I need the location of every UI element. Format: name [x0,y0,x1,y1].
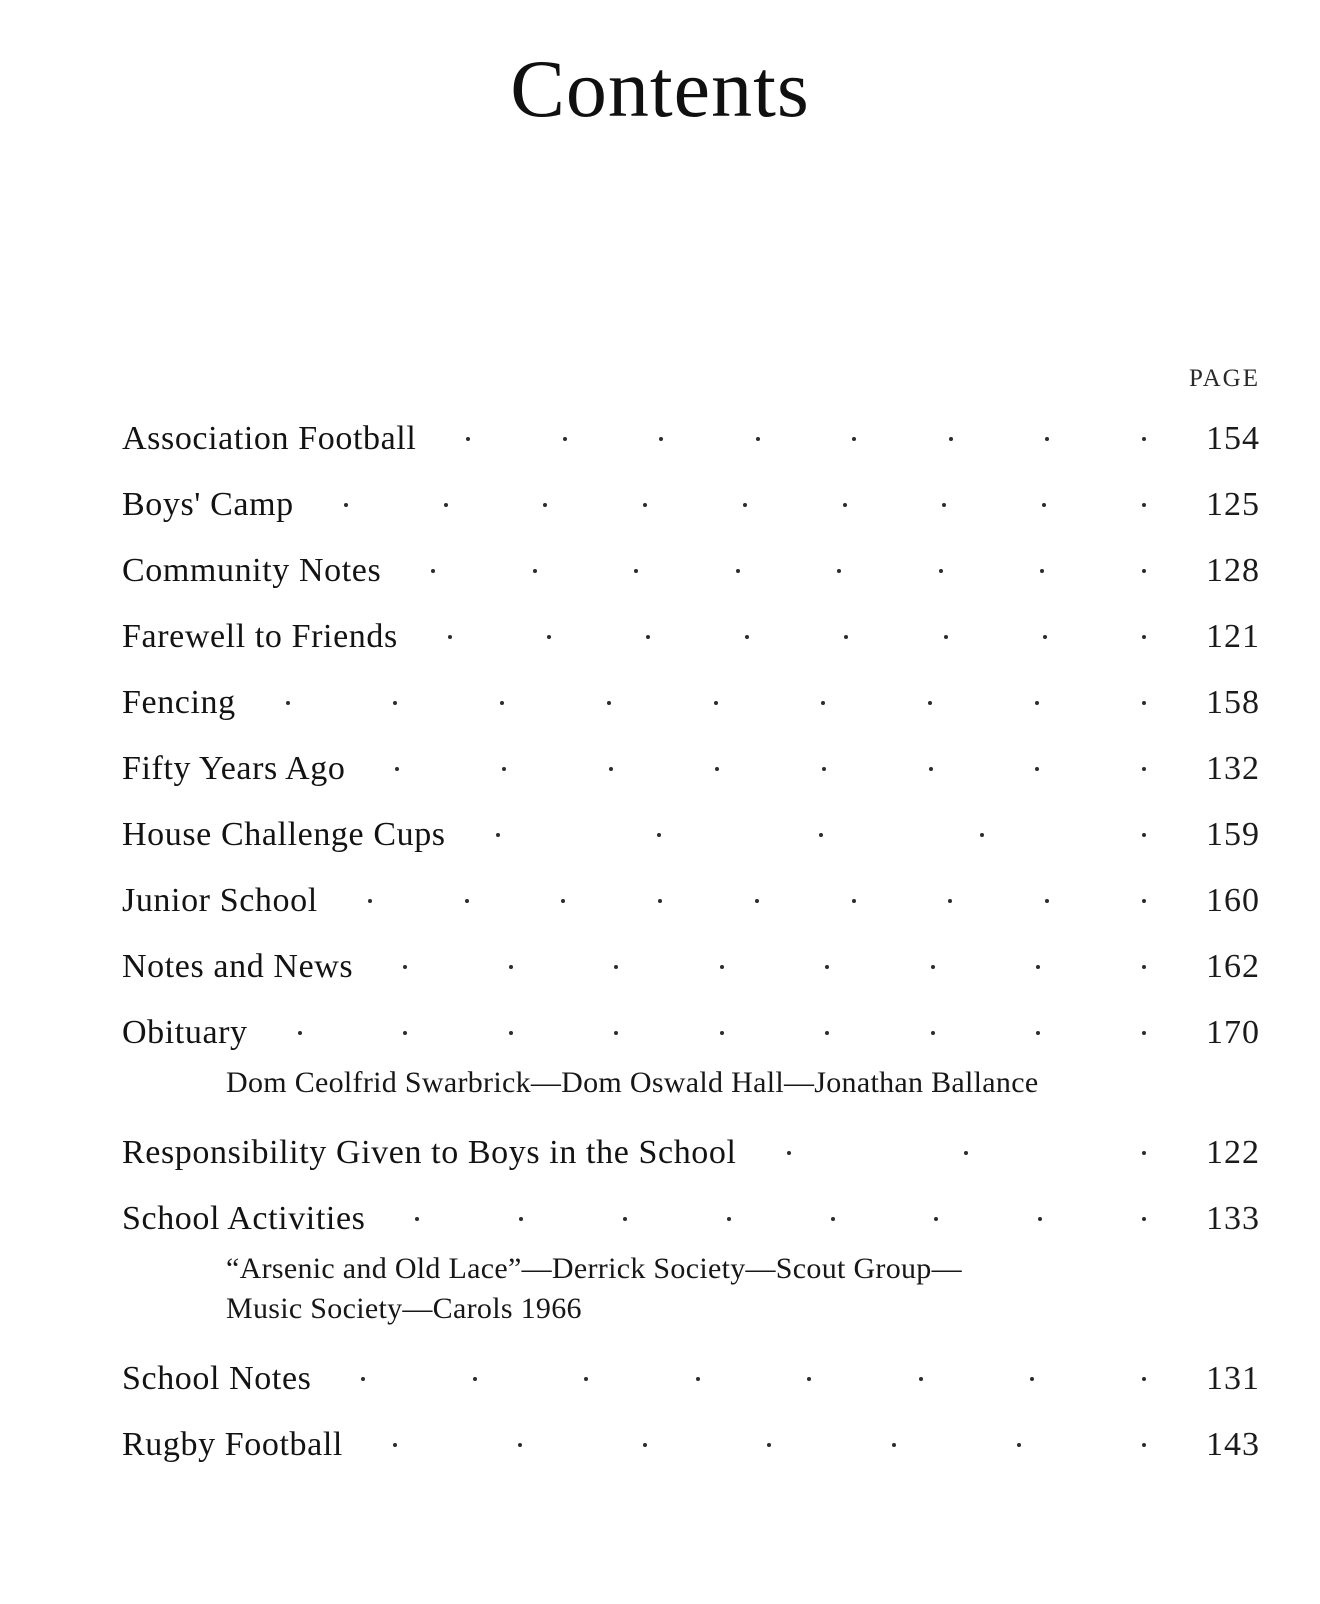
toc-entry-title: Boys' Camp [122,486,294,523]
toc-entry[interactable] [122,1129,1260,1195]
toc-subentry-line: “Arsenic and Old Lace”—Derrick Society—Scout Group— [226,1251,962,1285]
toc-entry[interactable] [122,415,1260,481]
toc-leader-dots [452,811,1168,845]
page-column-header: PAGE [1189,365,1260,392]
toc-entry[interactable] [122,943,1260,1009]
toc-leader-dots [387,547,1168,581]
toc-entry-title: Farewell to Friends [122,618,398,655]
toc-leader-dots [359,943,1168,977]
toc-subentry [122,1249,1260,1329]
toc-leader-dots [371,1195,1168,1229]
toc-leader-dots [422,415,1168,449]
toc-leader-dots [743,1129,1168,1163]
toc-entry-page-number: 121 [1206,618,1260,655]
table-of-contents [122,415,1260,1487]
toc-entry[interactable] [122,679,1260,745]
toc-entry-title: School Activities [122,1199,366,1237]
toc-entry-page-number: 162 [1206,948,1260,985]
toc-subentry [122,1063,1260,1103]
toc-entry-page-number: 122 [1206,1133,1260,1171]
toc-entry-page-number: 143 [1206,1425,1260,1463]
toc-leader-dots [351,745,1168,779]
toc-subentry-line: Dom Ceolfrid Swarbrick—Dom Oswald Hall—Jonathan Ballance [226,1066,1039,1099]
toc-entry-title: Responsibility Given to Boys in the School [122,1133,737,1171]
toc-leader-dots [349,1421,1168,1455]
toc-entry-title: Fencing [122,684,236,721]
toc-leader-dots [242,679,1168,713]
toc-entry-title: Obituary [122,1014,248,1051]
toc-entry[interactable] [122,1355,1260,1421]
toc-entry-title: Rugby Football [122,1425,343,1463]
toc-entry[interactable] [122,481,1260,547]
toc-entry-page-number: 170 [1206,1014,1260,1051]
toc-subentry-line: Music Society—Carols 1966 [226,1291,582,1325]
toc-entry[interactable] [122,547,1260,613]
toc-entry-page-number: 154 [1206,420,1260,457]
toc-entry[interactable] [122,613,1260,679]
toc-entry-page-number: 132 [1206,750,1260,787]
toc-entry-title: Association Football [122,420,417,457]
toc-entry[interactable] [122,1421,1260,1487]
toc-entry-page-number: 133 [1206,1199,1260,1237]
toc-entry-page-number: 125 [1206,486,1260,523]
toc-entry-page-number: 160 [1206,882,1260,919]
toc-entry[interactable] [122,877,1260,943]
toc-entry[interactable] [122,811,1260,877]
toc-entry-page-number: 131 [1206,1359,1260,1397]
toc-entry-title: Notes and News [122,948,354,985]
toc-entry-title: House Challenge Cups [122,816,446,853]
toc-leader-dots [300,481,1168,515]
toc-leader-dots [324,877,1168,911]
toc-entry[interactable] [122,745,1260,811]
toc-entry-title: Fifty Years Ago [122,750,346,787]
toc-entry-title: School Notes [122,1359,312,1397]
toc-entry-page-number: 158 [1206,684,1260,721]
page-title: Contents [510,43,810,134]
toc-leader-dots [317,1355,1168,1389]
toc-leader-dots [404,613,1168,647]
toc-leader-dots [254,1009,1168,1043]
toc-entry-title: Community Notes [122,552,382,589]
toc-entry-title: Junior School [122,882,318,919]
toc-entry-page-number: 128 [1206,552,1260,589]
toc-entry-page-number: 159 [1206,816,1260,853]
